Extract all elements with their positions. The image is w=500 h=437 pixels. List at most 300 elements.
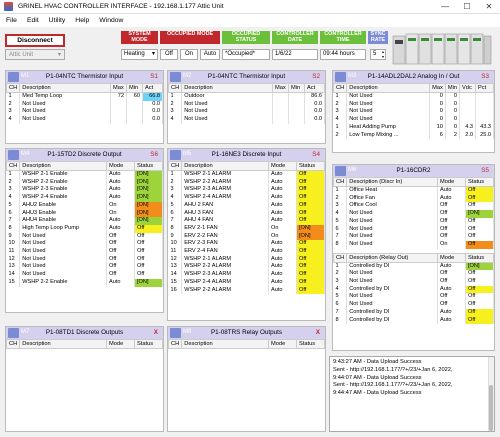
menu-utility[interactable]: Utility bbox=[48, 17, 66, 24]
cell-min: 2 bbox=[445, 132, 459, 140]
col-description: Description bbox=[20, 162, 107, 171]
panel-header bbox=[333, 71, 494, 83]
status-toolbar bbox=[0, 27, 500, 69]
cell-ch: 2 bbox=[169, 101, 182, 109]
cell-mode[interactable]: Auto bbox=[107, 225, 135, 233]
cell-description: Not Used bbox=[347, 270, 438, 278]
cell-max: 10 bbox=[430, 124, 446, 132]
log-scrollbar[interactable] bbox=[488, 357, 494, 431]
cell-desc: Not Used bbox=[20, 101, 111, 109]
cell-desc: Not Used bbox=[182, 116, 273, 124]
cell-ch: 10 bbox=[169, 240, 182, 248]
controller-time-value: 09:44 hours bbox=[320, 49, 366, 60]
cell-description: Not Used bbox=[347, 218, 438, 226]
chevron-down-icon: ▾ bbox=[151, 51, 155, 57]
table-row bbox=[169, 171, 325, 179]
cell-description: Not Used bbox=[347, 278, 438, 286]
status-badge: Off bbox=[135, 271, 163, 279]
cell-description: WSHP 2-2 ALARM bbox=[182, 263, 269, 271]
cell-act: 0.0 bbox=[143, 116, 163, 124]
cell-mode[interactable]: Auto bbox=[269, 217, 297, 225]
status-badge: Off bbox=[297, 279, 325, 287]
cell-description: WSHP 2-4 ALARM bbox=[182, 279, 269, 287]
slot-number: S4 bbox=[312, 151, 320, 158]
cell-ch: 7 bbox=[334, 309, 347, 317]
table-row bbox=[7, 210, 163, 218]
cell-vdc bbox=[460, 101, 476, 109]
panel-header bbox=[168, 149, 325, 161]
col-act: Act bbox=[305, 84, 325, 93]
cell-ch: 15 bbox=[7, 279, 20, 287]
mode-off-button[interactable]: Off bbox=[160, 49, 178, 60]
slot-number: S6 bbox=[150, 151, 158, 158]
table-row bbox=[334, 278, 494, 286]
cell-max: 0 bbox=[430, 101, 446, 109]
cell-description: Controlled by DI bbox=[347, 286, 438, 294]
status-badge: Off bbox=[297, 263, 325, 271]
cell-mode[interactable]: On bbox=[269, 225, 297, 233]
table-row bbox=[7, 225, 163, 233]
controller-date-value: 1/6/22 bbox=[272, 49, 318, 60]
module-panel-m5 bbox=[167, 148, 326, 321]
slot-number: S1 bbox=[150, 73, 158, 80]
cell-description: Not Used bbox=[347, 210, 438, 218]
cell-mode[interactable]: Off bbox=[438, 202, 466, 210]
cell-ch: 6 bbox=[334, 301, 347, 309]
cell-ch: 3 bbox=[169, 186, 182, 194]
cell-ch: 5 bbox=[169, 202, 182, 210]
menu-help[interactable]: Help bbox=[75, 17, 90, 24]
cell-desc: Not Used bbox=[347, 93, 430, 101]
status-badge: Off bbox=[466, 187, 494, 195]
status-badge: Off bbox=[297, 202, 325, 210]
cell-min bbox=[127, 116, 143, 124]
cell-description: WSHP 2-1 ALARM bbox=[182, 171, 269, 179]
table-row bbox=[169, 263, 325, 271]
status-badge: Off bbox=[135, 240, 163, 248]
cell-desc: Not Used bbox=[347, 101, 430, 109]
status-badge: Off bbox=[297, 171, 325, 179]
cell-pct bbox=[476, 108, 494, 116]
panel-title: P1-08TRS Relay Outputs bbox=[210, 329, 283, 336]
status-badge: [ON] bbox=[135, 171, 163, 179]
panel-title: P1-04NTC Thermistor Input bbox=[45, 73, 124, 80]
cell-description: High Temp Loop Pump bbox=[20, 225, 107, 233]
panel-header bbox=[168, 327, 325, 339]
col-description: Description bbox=[20, 340, 107, 349]
status-badge: Off bbox=[297, 256, 325, 264]
cell-mode[interactable]: Auto bbox=[269, 210, 297, 218]
cell-max bbox=[111, 108, 127, 116]
cell-act: 0.0 bbox=[305, 108, 325, 116]
cell-mode[interactable]: Auto bbox=[269, 171, 297, 179]
col-description: Description bbox=[20, 84, 111, 93]
cell-mode[interactable]: Auto bbox=[107, 179, 135, 187]
cell-min: 0 bbox=[445, 116, 459, 124]
status-badge: Off bbox=[297, 248, 325, 256]
cell-max bbox=[111, 116, 127, 124]
cell-ch: 14 bbox=[7, 271, 20, 279]
cell-pct: 25.0 bbox=[476, 132, 494, 140]
cell-max: 0 bbox=[430, 93, 446, 101]
table-row bbox=[334, 270, 494, 278]
cell-mode[interactable]: Off bbox=[438, 210, 466, 218]
controller-date-header: CONTROLLER DATE bbox=[272, 31, 318, 44]
close-button[interactable]: ✕ bbox=[485, 2, 493, 11]
cell-mode[interactable]: Off bbox=[107, 256, 135, 264]
cell-min bbox=[289, 101, 305, 109]
cell-ch: 9 bbox=[7, 233, 20, 241]
table-row bbox=[169, 210, 325, 218]
cell-desc: Not Used bbox=[20, 108, 111, 116]
cell-description: AHU 4 FAN bbox=[182, 217, 269, 225]
sync-rate-spinner[interactable] bbox=[370, 49, 386, 60]
panel-header bbox=[333, 165, 494, 177]
status-badge: Off bbox=[466, 286, 494, 294]
table-row bbox=[7, 179, 163, 187]
cell-desc: Med Temp Loop bbox=[20, 93, 111, 101]
table-row bbox=[169, 116, 325, 124]
module-id: M7 bbox=[21, 329, 30, 335]
cell-ch: 11 bbox=[7, 248, 20, 256]
cell-ch: 4 bbox=[334, 210, 347, 218]
cell-ch: 3 bbox=[169, 108, 182, 116]
cell-desc: Outdoor bbox=[182, 93, 273, 101]
relay-output-table-m8 bbox=[168, 339, 325, 349]
unit-select[interactable] bbox=[5, 49, 65, 60]
cell-description: ERV 2-2 FAN bbox=[182, 233, 269, 241]
app-icon bbox=[4, 2, 13, 11]
cell-mode[interactable]: Auto bbox=[269, 186, 297, 194]
cell-ch: 5 bbox=[334, 218, 347, 226]
cell-mode[interactable]: Auto bbox=[269, 279, 297, 287]
cell-description: Not Used bbox=[347, 301, 438, 309]
cell-mode[interactable]: Off bbox=[438, 293, 466, 301]
minimize-button[interactable]: — bbox=[441, 2, 449, 11]
table-row bbox=[334, 241, 494, 249]
cell-mode[interactable]: Auto bbox=[438, 309, 466, 317]
cell-ch: 7 bbox=[334, 233, 347, 241]
cell-ch: 1 bbox=[334, 93, 347, 101]
cell-ch: 6 bbox=[334, 226, 347, 234]
cell-min bbox=[127, 108, 143, 116]
cell-mode[interactable]: Auto bbox=[269, 271, 297, 279]
cell-ch: 2 bbox=[169, 179, 182, 187]
table-row bbox=[334, 195, 494, 203]
cell-ch: 2 bbox=[7, 179, 20, 187]
table-row bbox=[169, 233, 325, 241]
cell-mode[interactable]: Auto bbox=[438, 262, 466, 270]
menu-edit[interactable]: Edit bbox=[26, 17, 39, 24]
cell-act: 0.0 bbox=[143, 101, 163, 109]
cell-mode[interactable]: Auto bbox=[438, 195, 466, 203]
col-ch: CH bbox=[334, 178, 347, 187]
system-mode-select[interactable] bbox=[121, 49, 158, 60]
cell-ch: 4 bbox=[7, 194, 20, 202]
system-mode-value: Heating bbox=[124, 51, 145, 57]
table-row bbox=[169, 248, 325, 256]
cell-vdc: 2.0 bbox=[460, 132, 476, 140]
cell-max bbox=[273, 116, 289, 124]
cell-mode[interactable]: Off bbox=[438, 270, 466, 278]
col-description: Description bbox=[347, 84, 430, 93]
module-id: M8 bbox=[183, 329, 192, 335]
col-mode: Mode bbox=[438, 253, 466, 262]
cell-mode[interactable]: Auto bbox=[107, 279, 135, 287]
cell-mode[interactable]: Off bbox=[438, 278, 466, 286]
col-description: Description bbox=[182, 340, 269, 349]
module-panel-m8 bbox=[167, 326, 326, 432]
cell-description: WSHP 2-2 Enable bbox=[20, 279, 107, 287]
cell-act: 86.6 bbox=[305, 93, 325, 101]
upload-log[interactable] bbox=[329, 356, 495, 432]
cell-ch: 6 bbox=[7, 210, 20, 218]
cell-mode[interactable]: Off bbox=[107, 233, 135, 241]
cell-vdc bbox=[460, 108, 476, 116]
cell-mode[interactable]: On bbox=[107, 210, 135, 218]
module-id: M5 bbox=[183, 151, 192, 157]
module-id: M1 bbox=[21, 73, 30, 79]
cell-mode[interactable]: On bbox=[107, 202, 135, 210]
cell-description: ERV 2-4 FAN bbox=[182, 248, 269, 256]
module-panel-m6 bbox=[332, 164, 495, 351]
spinner-arrows-icon: ▴ ▾ bbox=[381, 49, 384, 59]
col-status: Status bbox=[135, 162, 163, 171]
table-row bbox=[7, 171, 163, 179]
col-description: Description bbox=[182, 162, 269, 171]
status-badge: Off bbox=[466, 293, 494, 301]
status-badge: Off bbox=[466, 195, 494, 203]
cell-description: WSHP 2-2 ALARM bbox=[182, 179, 269, 187]
cell-min: 0 bbox=[445, 93, 459, 101]
cell-description: Controlled by DI bbox=[347, 317, 438, 325]
mode-auto-button[interactable]: Auto bbox=[200, 49, 220, 60]
status-badge: Off bbox=[297, 240, 325, 248]
cell-mode[interactable]: Off bbox=[107, 240, 135, 248]
col-ch: CH bbox=[334, 253, 347, 262]
cell-ch: 4 bbox=[334, 286, 347, 294]
cell-max bbox=[273, 108, 289, 116]
cell-desc: Not Used bbox=[182, 101, 273, 109]
cell-description: Not Used bbox=[20, 263, 107, 271]
col-status: Status bbox=[135, 340, 163, 349]
system-mode-header: SYSTEM MODE bbox=[121, 31, 158, 44]
analog-table-m3 bbox=[333, 83, 494, 139]
col-mode: Mode bbox=[107, 340, 135, 349]
cell-pct: 43.3 bbox=[476, 124, 494, 132]
cell-mode[interactable]: Auto bbox=[269, 263, 297, 271]
panel-header bbox=[168, 71, 325, 83]
cell-description: ERV 2-3 FAN bbox=[182, 240, 269, 248]
cell-description: WSHP 2-3 ALARM bbox=[182, 186, 269, 194]
cell-max: 0 bbox=[430, 116, 446, 124]
cell-mode[interactable]: Auto bbox=[269, 179, 297, 187]
close-module-button[interactable]: X bbox=[153, 329, 158, 336]
cell-mode[interactable]: Auto bbox=[269, 240, 297, 248]
cell-mode[interactable]: Off bbox=[107, 263, 135, 271]
table-row bbox=[7, 240, 163, 248]
status-badge: Off bbox=[466, 270, 494, 278]
status-badge: [ON] bbox=[466, 210, 494, 218]
chevron-down-icon: ▾ bbox=[57, 52, 61, 58]
table-row bbox=[334, 210, 494, 218]
cell-description: ERV 2-1 FAN bbox=[182, 225, 269, 233]
module-panel-m1 bbox=[5, 70, 164, 144]
scrollbar-thumb[interactable] bbox=[489, 385, 493, 431]
mode-on-button[interactable]: On bbox=[180, 49, 198, 60]
cell-mode[interactable]: Auto bbox=[107, 217, 135, 225]
col-min: Min bbox=[445, 84, 459, 93]
cell-ch: 3 bbox=[7, 108, 20, 116]
col-status: Status bbox=[466, 253, 494, 262]
maximize-button[interactable]: ☐ bbox=[463, 2, 471, 11]
table-row bbox=[7, 202, 163, 210]
table-row bbox=[334, 218, 494, 226]
status-badge: Off bbox=[466, 278, 494, 286]
cell-description: WSHP 2-4 ALARM bbox=[182, 194, 269, 202]
table-row bbox=[334, 187, 494, 195]
panel-title: P1-16NE3 Discrete Input bbox=[211, 151, 282, 158]
cell-mode[interactable]: Off bbox=[438, 226, 466, 234]
cell-ch: 8 bbox=[334, 241, 347, 249]
cell-act: 0.0 bbox=[305, 101, 325, 109]
cell-mode[interactable]: On bbox=[438, 241, 466, 249]
module-id: M2 bbox=[183, 73, 192, 79]
cell-mode[interactable]: Off bbox=[438, 218, 466, 226]
discrete-input-table-m5 bbox=[168, 161, 325, 294]
col-description-out: Description (Relay Out) bbox=[347, 253, 438, 262]
cell-act: 66.8 bbox=[143, 93, 163, 101]
col-status: Status bbox=[297, 340, 325, 349]
panel-title: P1-15TD2 Discrete Output bbox=[47, 151, 122, 158]
cell-description: AHU2 Enable bbox=[20, 202, 107, 210]
cell-ch: 10 bbox=[7, 240, 20, 248]
cell-mode[interactable]: Auto bbox=[107, 186, 135, 194]
panel-title: P1-08TD1 Discrete Outputs bbox=[45, 329, 124, 336]
status-badge: [ON] bbox=[297, 225, 325, 233]
cell-mode[interactable]: Off bbox=[107, 248, 135, 256]
panel-title: P1-04NTC Thermistor Input bbox=[207, 73, 286, 80]
cell-mode[interactable]: Auto bbox=[438, 187, 466, 195]
occupied-mode-header: OCCUPIED MODE bbox=[160, 31, 220, 44]
col-mode: Mode bbox=[269, 340, 297, 349]
disconnect-button[interactable]: Disconnect bbox=[5, 34, 65, 47]
table-row bbox=[334, 301, 494, 309]
cell-mode[interactable]: Auto bbox=[438, 286, 466, 294]
cell-mode[interactable]: Off bbox=[438, 301, 466, 309]
sync-rate-value: 5 bbox=[373, 51, 377, 57]
table-row bbox=[334, 116, 494, 124]
col-ch: CH bbox=[169, 162, 182, 171]
table-row bbox=[7, 256, 163, 264]
col-mode: Mode bbox=[438, 178, 466, 187]
col-vdc: Vdc bbox=[460, 84, 476, 93]
cell-vdc: 4.3 bbox=[460, 124, 476, 132]
col-max: Max bbox=[111, 84, 127, 93]
col-min: Min bbox=[289, 84, 305, 93]
cell-ch: 6 bbox=[169, 210, 182, 218]
unit-select-value: Attic Unit bbox=[9, 52, 34, 58]
status-badge: [ON] bbox=[297, 233, 325, 241]
cell-ch: 3 bbox=[7, 186, 20, 194]
menu-window[interactable]: Window bbox=[99, 17, 124, 24]
cell-mode[interactable]: On bbox=[269, 233, 297, 241]
cell-pct bbox=[476, 116, 494, 124]
thermistor-table-m1 bbox=[6, 83, 163, 124]
table-row bbox=[169, 93, 325, 101]
table-row bbox=[7, 233, 163, 241]
table-row bbox=[169, 287, 325, 295]
table-row bbox=[169, 240, 325, 248]
cell-mode[interactable]: Auto bbox=[269, 248, 297, 256]
module-panel-m7 bbox=[5, 326, 164, 432]
col-max: Max bbox=[273, 84, 289, 93]
title-bar bbox=[0, 0, 500, 14]
cell-description: Not Used bbox=[20, 248, 107, 256]
table-row bbox=[7, 101, 163, 109]
cell-desc: Not Used bbox=[347, 108, 430, 116]
cell-ch: 1 bbox=[334, 187, 347, 195]
cell-max: 72 bbox=[111, 93, 127, 101]
slot-number: S5 bbox=[481, 167, 489, 174]
cell-mode[interactable]: Off bbox=[438, 233, 466, 241]
status-badge: [ON] bbox=[135, 202, 163, 210]
log-line: 9:44:07 AM - Data Upload Success bbox=[333, 374, 422, 381]
cell-mode[interactable]: Auto bbox=[107, 194, 135, 202]
cell-ch: 2 bbox=[334, 270, 347, 278]
cell-ch: 8 bbox=[169, 225, 182, 233]
module-id: M6 bbox=[348, 167, 357, 173]
status-badge: [ON] bbox=[135, 194, 163, 202]
cell-mode[interactable]: Auto bbox=[107, 171, 135, 179]
module-panel-m4 bbox=[5, 148, 164, 313]
occupied-status-header: OCCUPIED STATUS bbox=[222, 31, 270, 44]
col-ch: CH bbox=[7, 340, 20, 349]
cell-mode[interactable]: Auto bbox=[269, 194, 297, 202]
cell-description: WSHP 2-2 ALARM bbox=[182, 287, 269, 295]
log-line: Sent - http://192.168.1.177/?+/23/+Jan 6, 2022, bbox=[333, 382, 453, 389]
panel-title: P1-16CDR2 bbox=[396, 167, 431, 174]
cell-mode[interactable]: Off bbox=[107, 271, 135, 279]
status-badge: Off bbox=[297, 217, 325, 225]
cell-ch: 4 bbox=[169, 194, 182, 202]
occupied-status-value: *Occupied* bbox=[222, 49, 270, 60]
cell-mode[interactable]: Auto bbox=[269, 202, 297, 210]
cell-description: Controlled by DI bbox=[347, 309, 438, 317]
table-row bbox=[334, 233, 494, 241]
cell-mode[interactable]: Auto bbox=[269, 256, 297, 264]
cell-ch: 13 bbox=[7, 263, 20, 271]
status-badge: Off bbox=[466, 202, 494, 210]
close-module-button[interactable]: X bbox=[315, 329, 320, 336]
status-badge: Off bbox=[466, 301, 494, 309]
panel-header bbox=[6, 71, 163, 83]
cell-mode[interactable]: Auto bbox=[269, 287, 297, 295]
cell-ch: 8 bbox=[7, 225, 20, 233]
status-badge: Off bbox=[135, 233, 163, 241]
cell-description: Not Used bbox=[20, 240, 107, 248]
status-badge: [ON] bbox=[466, 262, 494, 270]
cell-mode[interactable]: Auto bbox=[438, 317, 466, 325]
status-badge: [ON] bbox=[135, 217, 163, 225]
col-description-in: Description (Discr In) bbox=[347, 178, 438, 187]
menu-file[interactable]: File bbox=[6, 17, 17, 24]
status-badge: Off bbox=[297, 210, 325, 218]
cell-vdc bbox=[460, 93, 476, 101]
table-row bbox=[169, 108, 325, 116]
status-badge: Off bbox=[135, 225, 163, 233]
table-row bbox=[169, 279, 325, 287]
